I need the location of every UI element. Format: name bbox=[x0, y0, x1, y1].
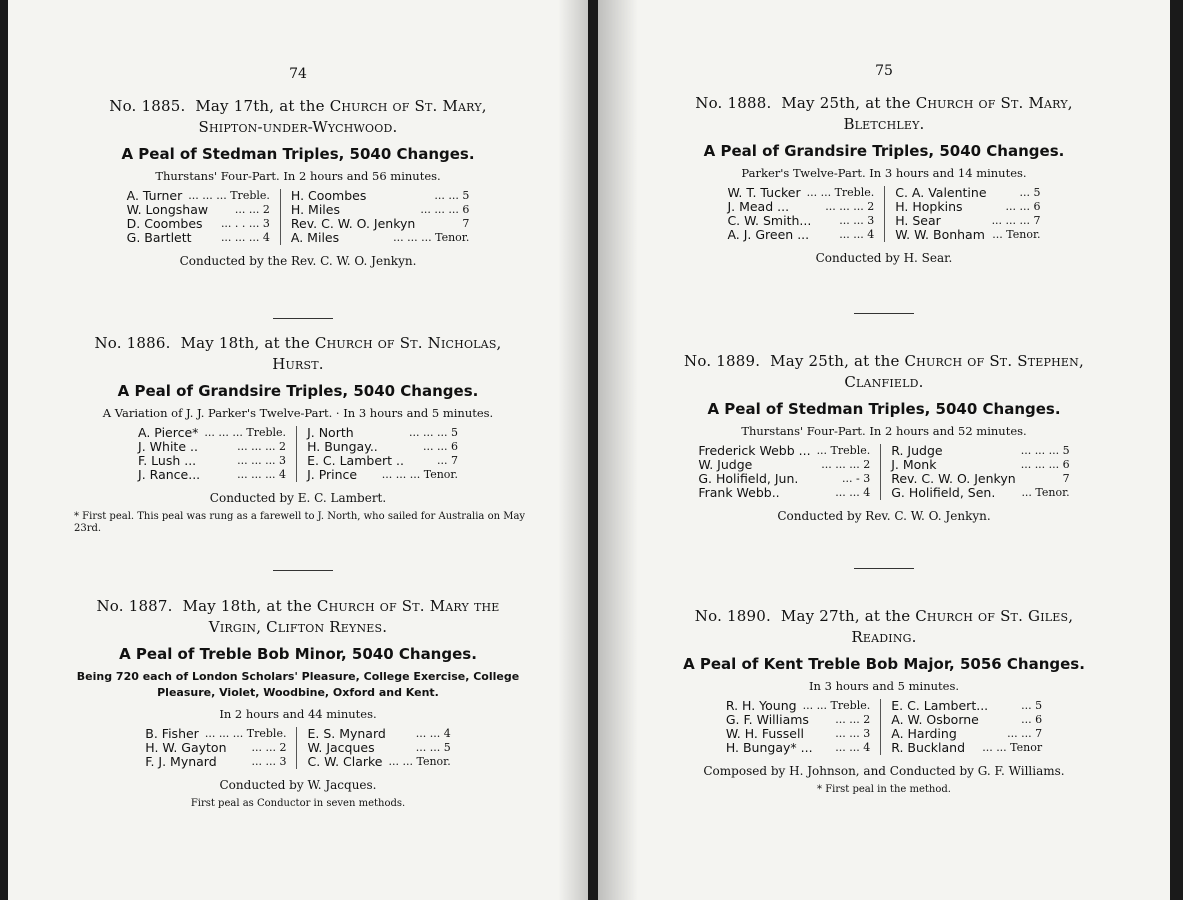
ringers-table bbox=[8, 426, 588, 482]
ringers-left-column bbox=[698, 444, 881, 500]
ringer-bell: ... ... 6 bbox=[1005, 200, 1041, 213]
peal-detail: Thurstans' Four-Part. In 2 hours and 52 minutes. bbox=[741, 424, 1027, 438]
ringer-bell: ... ... ... 3 bbox=[237, 454, 287, 467]
entry-church: Church of St. Stephen, bbox=[904, 352, 1084, 370]
ringer-name: W. T. Tucker bbox=[727, 185, 801, 200]
ringers-table bbox=[8, 189, 588, 245]
ringer-bell: ... ... 3 bbox=[251, 755, 287, 768]
ringer-bell: 7 bbox=[1062, 472, 1070, 485]
peal-entry bbox=[8, 96, 588, 268]
peal-duration: In 2 hours and 44 minutes. bbox=[219, 707, 377, 721]
entry-place: Virgin, Clifton Reynes. bbox=[208, 618, 388, 636]
ringer-bell: ... ... 6 bbox=[422, 440, 458, 453]
entry-place: Clanfield. bbox=[844, 373, 924, 391]
ringer-bell: ... ... ... 2 bbox=[237, 440, 287, 453]
ringer-bell: ... ... 4 bbox=[415, 727, 451, 740]
peal-detail: Parker's Twelve-Part. In 3 hours and 14 minutes. bbox=[741, 166, 1027, 180]
ringer-name: A. Pierce* bbox=[138, 425, 199, 440]
ringer-bell: ... ... 4 bbox=[839, 228, 875, 241]
entry-place: Reading. bbox=[851, 628, 917, 646]
conductor-line: Conducted by W. Jacques. bbox=[219, 778, 377, 792]
ringer-name: R. Judge bbox=[891, 443, 943, 458]
conductor-line: Conducted by H. Sear. bbox=[815, 251, 953, 265]
ringer-row bbox=[698, 486, 870, 500]
ringer-bell: ... ... 3 bbox=[839, 214, 875, 227]
ringer-row bbox=[127, 231, 270, 245]
entry-church: Church of St. Mary, bbox=[329, 97, 487, 115]
ringer-bell: ... ... 5 bbox=[434, 189, 470, 202]
entry-heading bbox=[598, 93, 1170, 135]
entry-date: May 25th, at the bbox=[781, 94, 911, 112]
ringer-name: J. Rance... bbox=[138, 467, 201, 482]
ringer-row bbox=[895, 200, 1040, 214]
ringers-left-column bbox=[138, 426, 297, 482]
peal-detail: Thurstans' Four-Part. In 2 hours and 56 minutes. bbox=[155, 169, 441, 183]
ringer-row bbox=[726, 699, 870, 713]
entry-date: May 17th, at the bbox=[195, 97, 325, 115]
ringer-bell: ... ... Tenor bbox=[982, 741, 1043, 754]
ringer-name: W. Judge bbox=[698, 457, 753, 472]
ringer-row bbox=[895, 214, 1040, 228]
ringer-bell: 7 bbox=[462, 217, 470, 230]
ringer-bell: ... ... ... Treble. bbox=[204, 426, 287, 439]
ringer-bell: ... ... 2 bbox=[251, 741, 287, 754]
entry-number: No. 1889. bbox=[684, 352, 761, 370]
ringer-row bbox=[698, 444, 870, 458]
ringer-name: H. Bungay* ... bbox=[725, 740, 813, 755]
ringers-right-column bbox=[881, 699, 1042, 755]
entry-church: Church of St. Mary the bbox=[316, 597, 500, 615]
ringer-name: F. Lush ... bbox=[138, 453, 197, 468]
ringer-row bbox=[138, 468, 286, 482]
ringer-row bbox=[891, 699, 1042, 713]
ringer-name: H. Coombes bbox=[290, 188, 367, 203]
ringer-row bbox=[145, 755, 286, 769]
ringer-row bbox=[891, 444, 1069, 458]
ringer-bell: ... ... Treble. bbox=[806, 186, 875, 199]
ringer-row bbox=[307, 727, 450, 741]
entry-place: Hurst. bbox=[272, 355, 324, 373]
ringer-name: Frederick Webb ... bbox=[698, 443, 811, 458]
ringers-right-column bbox=[281, 189, 469, 245]
ringer-bell: ... ... 3 bbox=[835, 727, 871, 740]
peal-entry bbox=[598, 93, 1170, 265]
ringer-name: A. J. Green ... bbox=[727, 227, 810, 242]
ringers-left-column bbox=[145, 727, 297, 769]
peal-entry bbox=[8, 596, 588, 810]
ringer-row bbox=[726, 727, 870, 741]
left-page bbox=[8, 0, 588, 900]
ringer-bell: ... ... 2 bbox=[234, 203, 270, 216]
ringer-bell: ... ... ... 4 bbox=[220, 231, 270, 244]
ringer-bell: ... Tenor. bbox=[992, 228, 1041, 241]
ringer-bell: ... 5 bbox=[1019, 186, 1041, 199]
ringer-row bbox=[891, 486, 1069, 500]
footnote: * First peal in the method. bbox=[817, 784, 951, 795]
ringer-name: H. Miles bbox=[290, 202, 340, 217]
page-number: 75 bbox=[875, 63, 893, 79]
peal-entry bbox=[8, 333, 588, 535]
ringer-name: E. C. Lambert... bbox=[891, 698, 989, 713]
ringer-bell: ... - 3 bbox=[842, 472, 871, 485]
ringers-table bbox=[8, 727, 588, 769]
ringers-right-column bbox=[297, 426, 458, 482]
ringer-row bbox=[727, 186, 874, 200]
ringer-bell: ... ... ... Treble. bbox=[204, 727, 287, 740]
ringers-right-column bbox=[885, 186, 1040, 242]
ringer-row bbox=[145, 727, 286, 741]
ringer-bell: ... ... ... 5 bbox=[409, 426, 458, 439]
peal-entry bbox=[598, 606, 1170, 796]
ringer-name: F. J. Mynard bbox=[145, 754, 217, 769]
entry-heading bbox=[8, 596, 588, 638]
ringer-name: E. C. Lambert .. bbox=[307, 453, 404, 468]
ringer-row bbox=[895, 186, 1040, 200]
ringer-name: R. Buckland bbox=[891, 740, 966, 755]
ringer-bell: ... ... 4 bbox=[835, 486, 871, 499]
entry-church: Church of St. Nicholas, bbox=[314, 334, 502, 352]
ringer-name: J. North bbox=[307, 425, 354, 440]
entry-date: May 18th, at the bbox=[180, 334, 310, 352]
ringer-bell: ... Tenor. bbox=[1021, 486, 1070, 499]
ringer-name: G. Bartlett bbox=[126, 230, 192, 245]
ringer-name: C. A. Valentine bbox=[895, 185, 987, 200]
right-page bbox=[598, 0, 1170, 900]
ringers-left-column bbox=[727, 186, 885, 242]
ringer-name: J. Prince bbox=[307, 467, 358, 482]
ringer-row bbox=[698, 472, 870, 486]
ringer-row bbox=[895, 228, 1040, 242]
ringer-row bbox=[127, 217, 270, 231]
ringer-bell: ... ... ... 7 bbox=[991, 214, 1041, 227]
peal-methods: Being 720 each of London Scholars' Pleasure, College Exercise, College Pleasure, Violet, Woodbine, Oxford and Kent. bbox=[76, 670, 520, 699]
entry-heading bbox=[598, 351, 1170, 393]
entry-place: Bletchley. bbox=[843, 115, 925, 133]
ringer-name: R. H. Young bbox=[725, 698, 797, 713]
ringer-name: A. Miles bbox=[290, 230, 340, 245]
entry-number: No. 1890. bbox=[694, 607, 771, 625]
entry-church: Church of St. Giles, bbox=[915, 607, 1074, 625]
ringer-bell: ... 5 bbox=[1021, 699, 1043, 712]
ringer-bell: ... ... 2 bbox=[835, 713, 871, 726]
ringer-name: H. Bungay.. bbox=[307, 439, 378, 454]
ringer-row bbox=[891, 458, 1069, 472]
ringer-row bbox=[145, 741, 286, 755]
entry-date: May 25th, at the bbox=[770, 352, 900, 370]
ringer-bell: ... ... ... 6 bbox=[420, 203, 470, 216]
ringer-row bbox=[138, 454, 286, 468]
ringer-row bbox=[138, 426, 286, 440]
ringer-row bbox=[307, 426, 458, 440]
ringer-bell: ... ... ... 2 bbox=[825, 200, 875, 213]
ringer-bell: ... 7 bbox=[436, 454, 458, 467]
entry-heading bbox=[8, 333, 588, 375]
ringer-bell: ... ... ... 5 bbox=[1020, 444, 1070, 457]
ringer-bell: ... ... 4 bbox=[835, 741, 871, 754]
conductor-line: Conducted by the Rev. C. W. O. Jenkyn. bbox=[179, 254, 417, 268]
ringer-name: J. White .. bbox=[138, 439, 198, 454]
footnote: First peal as Conductor in seven methods. bbox=[190, 798, 406, 809]
section-divider bbox=[854, 568, 914, 569]
ringer-name: H. W. Gayton bbox=[145, 740, 227, 755]
ringer-name: D. Coombes bbox=[126, 216, 203, 231]
ringer-name: Frank Webb.. bbox=[698, 485, 780, 500]
peal-title: A Peal of Kent Treble Bob Major, 5056 Changes. bbox=[683, 655, 1085, 673]
section-divider bbox=[273, 570, 333, 571]
entry-number: No. 1888. bbox=[695, 94, 772, 112]
ringer-row bbox=[307, 454, 458, 468]
ringer-bell: ... . . ... 3 bbox=[220, 217, 270, 230]
ringer-row bbox=[891, 727, 1042, 741]
entry-number: No. 1887. bbox=[96, 597, 173, 615]
entry-place: Shipton-under-Wychwood. bbox=[198, 118, 398, 136]
ringer-bell: ... 6 bbox=[1021, 713, 1043, 726]
ringer-name: W. H. Fussell bbox=[725, 726, 804, 741]
ringer-name: C. W. Smith... bbox=[727, 213, 812, 228]
ringer-name: Rev. C. W. O. Jenkyn bbox=[891, 471, 1016, 486]
ringers-right-column bbox=[881, 444, 1069, 500]
ringer-bell: ... ... Tenor. bbox=[388, 755, 451, 768]
ringer-bell: ... ... ... Tenor. bbox=[381, 468, 458, 481]
ringer-row bbox=[291, 189, 469, 203]
peal-title: A Peal of Grandsire Triples, 5040 Changes. bbox=[703, 142, 1065, 160]
peal-detail: In 3 hours and 5 minutes. bbox=[809, 679, 959, 693]
peal-detail: A Variation of J. J. Parker's Twelve-Part. · In 3 hours and 5 minutes. bbox=[102, 406, 494, 420]
ringers-table bbox=[598, 699, 1170, 755]
page-number: 74 bbox=[289, 66, 307, 82]
ringer-row bbox=[291, 217, 469, 231]
ringer-name: W. Longshaw bbox=[126, 202, 209, 217]
ringer-name: B. Fisher bbox=[145, 726, 199, 741]
ringer-name: A. Harding bbox=[891, 726, 957, 741]
ringers-table bbox=[598, 186, 1170, 242]
ringer-bell: ... ... ... 4 bbox=[237, 468, 287, 481]
ringer-name: C. W. Clarke bbox=[307, 754, 383, 769]
peal-entry bbox=[598, 351, 1170, 523]
ringer-row bbox=[727, 214, 874, 228]
ringer-row bbox=[307, 468, 458, 482]
ringer-row bbox=[727, 200, 874, 214]
ringer-row bbox=[127, 203, 270, 217]
section-divider bbox=[854, 313, 914, 314]
ringer-bell: ... ... ... 2 bbox=[821, 458, 871, 471]
peal-title: A Peal of Treble Bob Minor, 5040 Changes. bbox=[119, 645, 477, 663]
ringers-left-column bbox=[726, 699, 881, 755]
ringer-bell: ... ... 7 bbox=[1007, 727, 1043, 740]
ringer-bell: ... ... ... Treble. bbox=[188, 189, 270, 202]
conductor-line: Conducted by E. C. Lambert. bbox=[209, 491, 387, 505]
ringer-name: H. Hopkins bbox=[895, 199, 963, 214]
ringer-bell: ... ... ... 6 bbox=[1020, 458, 1070, 471]
peal-title: A Peal of Grandsire Triples, 5040 Changes. bbox=[117, 382, 479, 400]
ringer-name: J. Monk bbox=[891, 457, 937, 472]
ringer-row bbox=[891, 713, 1042, 727]
ringer-name: Rev. C. W. O. Jenkyn bbox=[290, 216, 416, 231]
ringer-name: A. Turner bbox=[126, 188, 183, 203]
entry-heading bbox=[598, 606, 1170, 648]
conductor-line: Composed by H. Johnson, and Conducted by G. F. Williams. bbox=[703, 764, 1065, 778]
entry-date: May 27th, at the bbox=[780, 607, 911, 625]
conductor-line: Conducted by Rev. C. W. O. Jenkyn. bbox=[777, 509, 991, 523]
ringer-name: J. Mead ... bbox=[727, 199, 790, 214]
ringer-row bbox=[891, 741, 1042, 755]
footnote: * First peal. This peal was rung as a farewell to J. North, who sailed for Australia on May 23rd. bbox=[74, 511, 526, 534]
ringer-name: G. Holifield, Sen. bbox=[891, 485, 996, 500]
ringer-row bbox=[291, 203, 469, 217]
ringer-row bbox=[291, 231, 469, 245]
ringer-bell: ... ... 5 bbox=[415, 741, 451, 754]
entry-date: May 18th, at the bbox=[182, 597, 312, 615]
entry-church: Church of St. Mary, bbox=[915, 94, 1073, 112]
ringer-row bbox=[891, 472, 1069, 486]
ringer-row bbox=[138, 440, 286, 454]
ringer-row bbox=[307, 440, 458, 454]
ringer-row bbox=[726, 713, 870, 727]
ringers-table bbox=[598, 444, 1170, 500]
ringer-row bbox=[307, 755, 450, 769]
ringer-row bbox=[127, 189, 270, 203]
ringer-name: G. F. Williams bbox=[725, 712, 809, 727]
ringer-row bbox=[726, 741, 870, 755]
peal-title: A Peal of Stedman Triples, 5040 Changes. bbox=[121, 145, 475, 163]
ringer-bell: ... ... ... Tenor. bbox=[393, 231, 470, 244]
ringer-row bbox=[727, 228, 874, 242]
ringer-name: E. S. Mynard bbox=[307, 726, 386, 741]
section-divider bbox=[273, 318, 333, 319]
ringer-bell: ... Treble. bbox=[816, 444, 871, 457]
ringer-name: G. Holifield, Jun. bbox=[698, 471, 799, 486]
ringer-name: H. Sear bbox=[895, 213, 941, 228]
ringer-name: W. W. Bonham bbox=[895, 227, 985, 242]
entry-heading bbox=[8, 96, 588, 138]
ringer-name: W. Jacques bbox=[307, 740, 375, 755]
ringer-name: A. W. Osborne bbox=[891, 712, 979, 727]
entry-number: No. 1886. bbox=[94, 334, 171, 352]
entry-number: No. 1885. bbox=[109, 97, 186, 115]
ringer-row bbox=[307, 741, 450, 755]
ringer-row bbox=[698, 458, 870, 472]
ringers-left-column bbox=[127, 189, 281, 245]
ringers-right-column bbox=[297, 727, 450, 769]
ringer-bell: ... ... Treble. bbox=[802, 699, 871, 712]
peal-title: A Peal of Stedman Triples, 5040 Changes. bbox=[707, 400, 1061, 418]
